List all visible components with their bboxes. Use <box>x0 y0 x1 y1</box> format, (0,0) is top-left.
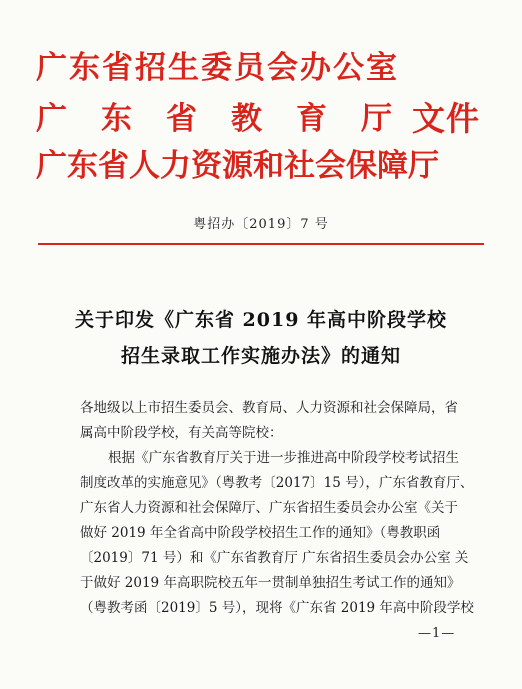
body-line: 于做好 2019 年高职院校五年一贯制单独招生考试工作的通知》 <box>80 575 461 591</box>
body-line: 各地级以上市招生委员会、教育局、人力资源和社会保障局，省 <box>80 400 458 416</box>
issuer-char: 东 <box>101 101 132 137</box>
body-line: 广东省人力资源和社会保障厅、广东省招生委员会办公室《关于 <box>80 500 458 516</box>
issuer-char: 省 <box>166 101 197 137</box>
body-line: 制度改革的实施意见》（粤教考〔2017〕15 号），广东省教育厅、 <box>80 475 474 491</box>
body-line: 做好 2019 年全省高中阶段学校招生工作的通知》（粤教职函 <box>80 525 441 541</box>
document-title-line-1: 关于印发《广东省 2019 年高中阶段学校 <box>74 309 448 331</box>
document-type-label: 文件 <box>412 99 480 138</box>
issuer-line-1: 广东省招生委员会办公室 <box>36 50 399 86</box>
body-line: 〔2019〕71 号）和《广东省教育厅 广东省招生委员会办公室 关 <box>80 550 469 566</box>
body-line: （粤教考函〔2019〕5 号），现将《广东省 2019 年高中阶段学校 <box>80 600 474 616</box>
page-number: —1— <box>418 626 456 641</box>
issuer-char: 育 <box>296 101 327 137</box>
issuer-char: 教 <box>231 101 262 137</box>
body-line: 根据《广东省教育厅关于进一步推进高中阶段学校考试招生 <box>108 450 459 466</box>
issuer-line-2 <box>36 93 480 138</box>
issuer-line-3: 广东省人力资源和社会保障厅 <box>36 148 439 184</box>
issuer-char: 广 <box>36 101 67 137</box>
body-line: 属高中阶段学校，有关高等院校： <box>80 425 283 441</box>
document-title-line-2: 招生录取工作实施办法》的通知 <box>120 345 401 367</box>
issuer-char: 厅 <box>361 101 392 137</box>
red-separator-rule <box>38 243 484 245</box>
document-number: 粤招办〔2019〕7 号 <box>193 217 329 232</box>
